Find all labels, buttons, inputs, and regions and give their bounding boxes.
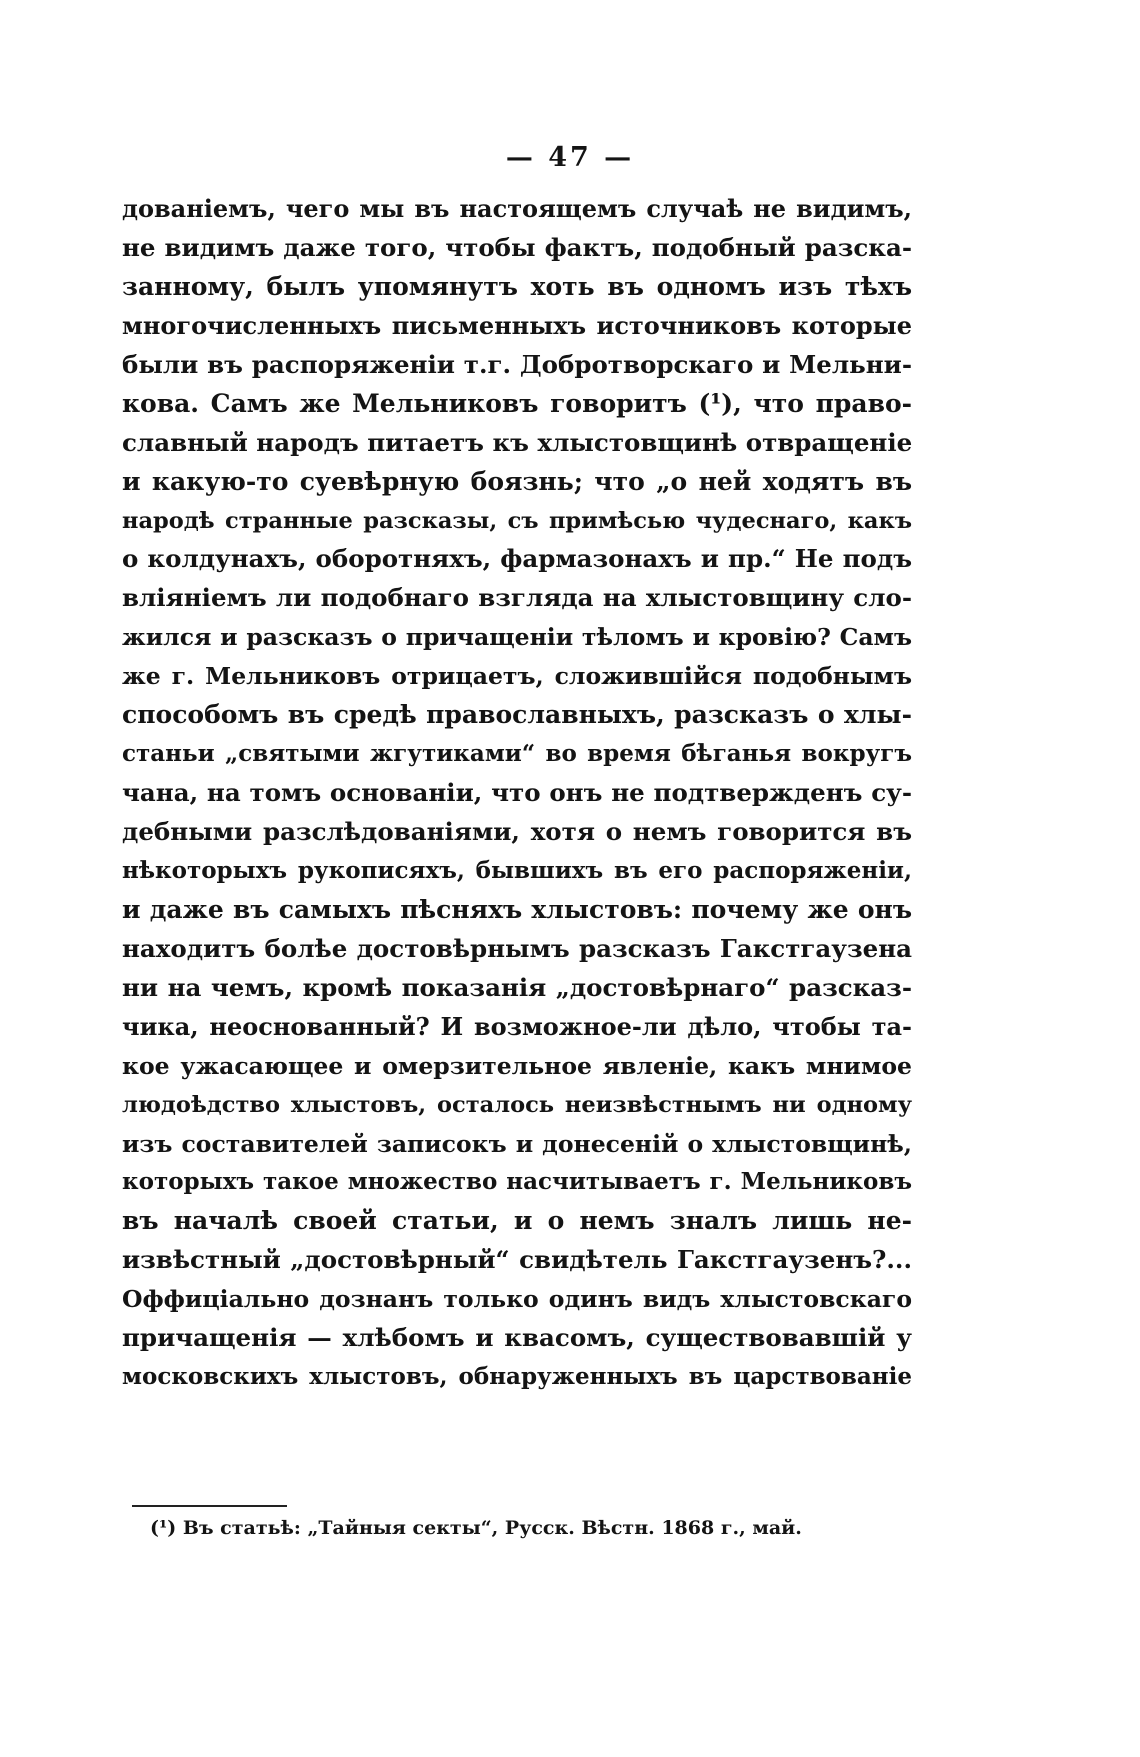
text-line: извѣстный „достовѣрный“ свидѣтель Гакстгаузенъ?... [122, 1245, 912, 1275]
text-line: славный народъ питаетъ къ хлыстовщинѣ отвращеніе [122, 427, 912, 457]
text-line: народѣ странные разсказы, съ примѣсью чудеснаго, какъ [122, 507, 912, 534]
text-line: жился и разсказъ о причащеніи тѣломъ и кровію? Самъ [122, 623, 912, 652]
text-line: чика, неоснованный? И возможное-ли дѣло, чтобы та- [122, 1011, 912, 1041]
text-line: были въ распоряженіи т.г. Добротворскаго и Мельни- [122, 349, 912, 379]
footnote: (¹) Въ статьѣ: „Тайныя секты“, Русск. Вѣстн. 1868 г., май. [150, 1517, 802, 1539]
text-line: находитъ болѣе достовѣрнымъ разсказъ Гакстгаузена [122, 933, 912, 963]
text-line: московскихъ хлыстовъ, обнаруженныхъ въ царствованіе [122, 1363, 912, 1391]
text-line: не видимъ даже того, чтобы фактъ, подобный разска- [122, 232, 912, 262]
text-line: станьи „святыми жгутиками“ во время бѣганья вокругъ [122, 740, 912, 768]
text-line: чана, на томъ основаніи, что онъ не подтвержденъ су- [122, 778, 912, 808]
text-line: дованіемъ, чего мы въ настоящемъ случаѣ не видимъ, [122, 194, 912, 223]
text-line: и даже въ самыхъ пѣсняхъ хлыстовъ: почему же онъ [122, 894, 912, 924]
body-text [122, 190, 912, 1397]
text-line: многочисленныхъ письменныхъ источниковъ которые [122, 310, 912, 340]
text-line: занному, былъ упомянутъ хоть въ одномъ изъ тѣхъ [122, 271, 912, 301]
text-line: нѣкоторыхъ рукописяхъ, бывшихъ въ его распоряженіи, [122, 856, 912, 884]
text-line: дебными разслѣдованіями, хотя о немъ говорится въ [122, 817, 912, 846]
text-line: и какую-то суевѣрную боязнь; что „о ней ходятъ въ [122, 466, 912, 496]
text-line: людоѣдство хлыстовъ, осталось неизвѣстнымъ ни одному [122, 1091, 912, 1118]
text-line: въ началѣ своей статьи, и о немъ зналъ лишь не- [122, 1206, 912, 1236]
text-line: же г. Мельниковъ отрицаетъ, сложившійся подобнымъ [122, 662, 912, 691]
text-line: которыхъ такое множество насчитываетъ г. Мельниковъ [122, 1168, 912, 1196]
page-number: — 47 — [505, 142, 635, 173]
footnote-rule [132, 1505, 287, 1507]
text-line: Оффиціально дознанъ только одинъ видъ хлыстовскаго [122, 1285, 912, 1314]
text-line: о колдунахъ, оборотняхъ, фармазонахъ и пр.“ Не подъ [122, 544, 912, 574]
text-line: изъ составителей записокъ и донесеній о хлыстовщинѣ, [122, 1129, 912, 1158]
text-line: причащенія — хлѣбомъ и квасомъ, существовавшій у [122, 1323, 912, 1353]
text-line: кое ужасающее и омерзительное явленіе, какъ мнимое [122, 1051, 912, 1080]
text-line: способомъ въ средѣ православныхъ, разсказъ о хлы- [122, 700, 912, 730]
text-line: вліяніемъ ли подобнаго взгляда на хлыстовщину сло- [122, 583, 912, 613]
text-line: кова. Самъ же Мельниковъ говоритъ (¹), что право- [122, 388, 912, 418]
text-line: ни на чемъ, кромѣ показанія „достовѣрнаго“ разсказ- [122, 972, 912, 1002]
